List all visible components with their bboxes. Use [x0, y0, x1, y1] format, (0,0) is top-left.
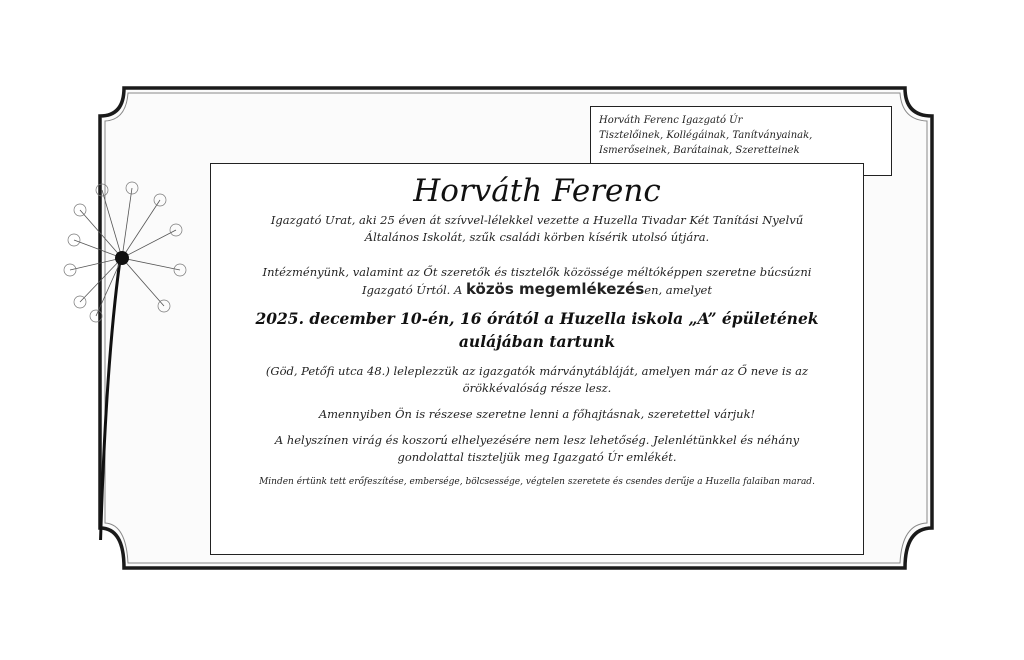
- unveil-text: [231, 363, 843, 397]
- dedication-line: Horváth Ferenc Igazgató Úr: [599, 115, 743, 126]
- dedication-line: Tisztelőinek, Kollégáinak, Tanítványainak,: [599, 130, 813, 141]
- farewell-prefix: Igazgató Úrtól. A: [362, 283, 466, 297]
- event-date-line: 2025. december 10-én, 16 órától a Huzella iskola „A” épületének: [255, 309, 819, 328]
- deceased-name: Horváth Ferenc: [413, 173, 661, 209]
- unveil-line: (Göd, Petőfi utca 48.) leleplezzük az igazgatók márványtábláját, amelyen már az Ő neve is az: [265, 364, 809, 378]
- farewell-suffix: en, amelyet: [644, 283, 712, 297]
- flowers-line: A helyszínen virág és koszorú elhelyezésére nem lesz lehetőség. Jelenlétünkkel és néhány: [274, 433, 800, 447]
- intro-line: Általános Iskolát, szűk családi körben kísérik utolsó útjára.: [364, 230, 710, 244]
- flowers-line: gondolattal tiszteljük meg Igazgató Úr emlékét.: [397, 450, 677, 464]
- closing-text: Minden értünk tett erőfeszítése, embersége, bölcsessége, végtelen szeretete és csendes derűje a Huzella falaiban marad.: [259, 477, 815, 487]
- farewell-text: [231, 264, 843, 299]
- unveil-line: örökkévalóság része lesz.: [462, 381, 612, 395]
- memorial-emphasis: közös megemlékezés: [465, 280, 645, 298]
- farewell-line: Intézményünk, valamint az Őt szeretők és tisztelők közössége méltóképpen szeretne búcsúzni: [262, 265, 812, 279]
- flowers-text: [231, 432, 843, 466]
- intro-text: [231, 212, 843, 246]
- intro-line: Igazgató Urat, aki 25 éven át szívvel-lélekkel vezette a Huzella Tivadar Két Tanítási Nyelvű: [270, 213, 804, 227]
- dandelion-icon: [60, 120, 200, 540]
- dedication-line: Ismerőseinek, Barátainak, Szeretteinek: [599, 145, 800, 156]
- event-date: [231, 307, 843, 353]
- event-date-line: aulájában tartunk: [458, 332, 616, 351]
- invite-text: Amennyiben Ön is részese szeretne lenni a főhajtásnak, szeretettel várjuk!: [318, 407, 756, 421]
- announcement-card: [210, 163, 864, 555]
